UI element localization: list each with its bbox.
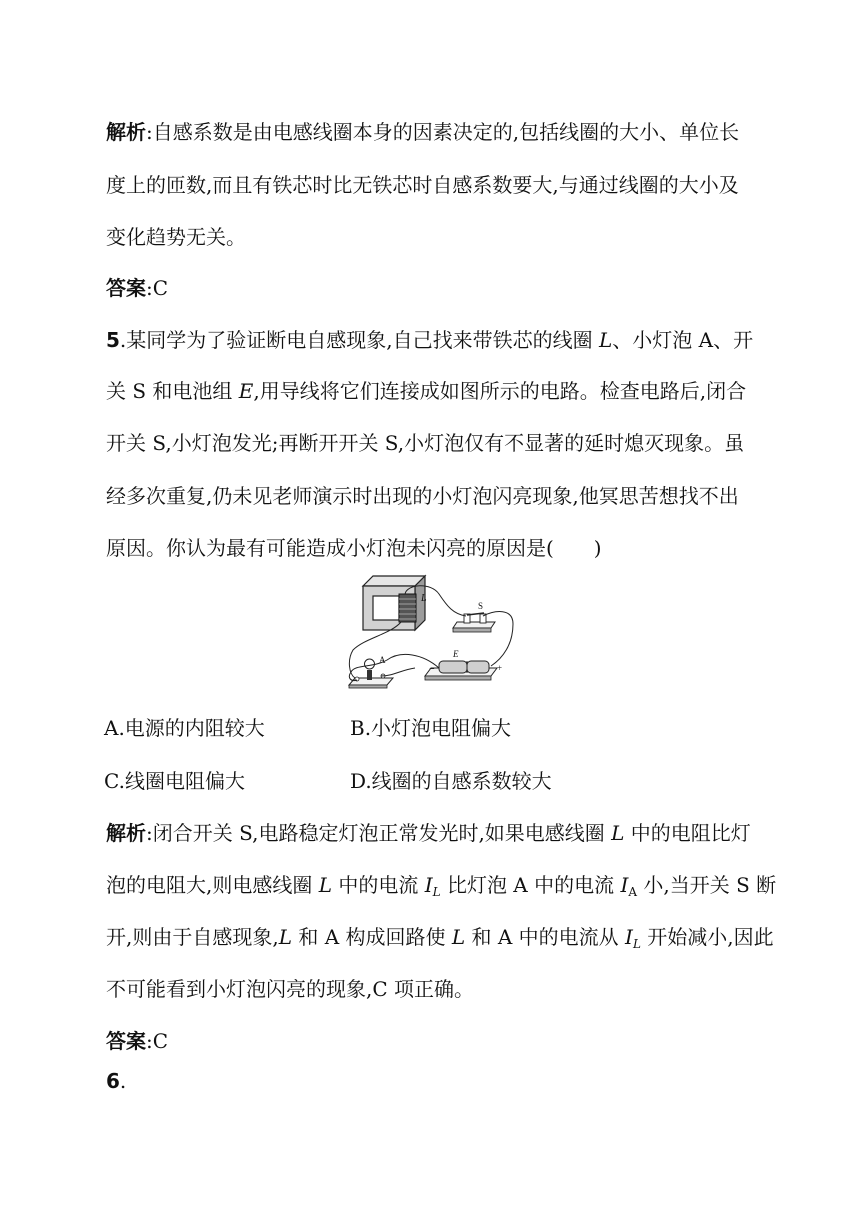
question-5-line-4: 经多次重复,仍未见老师演示时出现的小灯泡闪亮现象,他冥思苦想找不出 <box>106 484 739 508</box>
answer-2: 答案:C <box>106 1029 169 1053</box>
option-d: D.线圈的自感系数较大 <box>350 769 552 793</box>
option-a: A.电源的内阻较大 <box>104 716 265 740</box>
analysis-label: 解析 <box>106 821 146 845</box>
coil <box>399 594 416 622</box>
analysis-2-line-4: 不可能看到小灯泡闪亮的现象,C 项正确。 <box>106 977 475 1001</box>
option-b: B.小灯泡电阻偏大 <box>350 716 512 740</box>
analysis-2-line-2: 泡的电阻大,则电感线圈 L 中的电流 $I_L$ 比灯泡 A 中的电流 $I_A$ 小,当开关 S 断 <box>106 873 777 899</box>
label-A: A <box>379 655 386 665</box>
label-plus: + <box>497 663 503 673</box>
analysis-1-line-1: 解析:自感系数是由电感线圈本身的因素决定的,包括线圈的大小、单位长 <box>106 120 740 144</box>
question-5-line-3: 开关 S,小灯泡发光;再断开开关 S,小灯泡仅有不显著的延时熄灭现象。虽 <box>106 431 745 455</box>
circuit-figure <box>345 572 520 690</box>
label-S: S <box>478 601 484 611</box>
analysis-label: 解析 <box>106 120 146 144</box>
lamp <box>349 659 393 688</box>
analysis-1-line-2: 度上的匝数,而且有铁芯时比无铁芯时自感系数要大,与通过线圈的大小及 <box>106 173 739 197</box>
answer-label: 答案 <box>106 276 146 300</box>
label-minus: − <box>429 664 435 675</box>
answer-label: 答案 <box>106 1029 146 1053</box>
analysis-2-line-3: 开,则由于自感现象,L 和 A 构成回路使 L 和 A 中的电流从 $I_L$ 开始减小,因此 <box>106 925 774 951</box>
question-5-line-1: 5.某同学为了验证断电自感现象,自己找来带铁芯的线圈 L、小灯泡 A、开 <box>106 328 754 352</box>
question-number: 5 <box>106 328 120 352</box>
label-E: E <box>453 649 459 659</box>
answer-1: 答案:C <box>106 276 169 300</box>
question-5-line-5: 原因。你认为最有可能造成小灯泡未闪亮的原因是( ) <box>106 536 602 560</box>
question-5-line-2: 关 S 和电池组 E,用导线将它们连接成如图所示的电路。检查电路后,闭合 <box>106 379 747 403</box>
question-6: 6. <box>106 1069 127 1093</box>
battery <box>425 661 497 680</box>
option-c: C.线圈电阻偏大 <box>104 769 245 793</box>
analysis-2-line-1: 解析:闭合开关 S,电路稳定灯泡正常发光时,如果电感线圈 L 中的电阻比灯 <box>106 821 751 845</box>
question-number: 6 <box>106 1069 120 1093</box>
analysis-1-line-3: 变化趋势无关。 <box>106 225 246 249</box>
label-L: L <box>421 593 427 604</box>
switch <box>453 613 495 632</box>
